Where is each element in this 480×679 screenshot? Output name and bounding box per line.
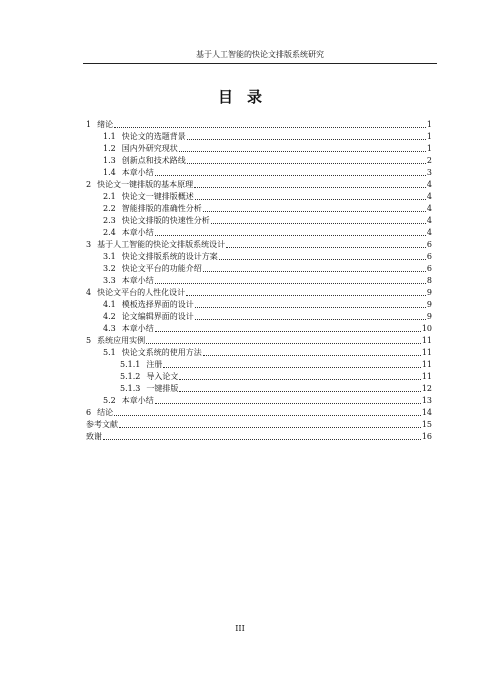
toc-entry[interactable] — [103, 155, 432, 167]
toc-entry-label: 注册 — [146, 360, 163, 369]
toc-entry-number: 3.3 — [103, 276, 116, 285]
toc-entry-label: 快论文平台的功能介绍 — [121, 264, 202, 273]
dot-leader — [211, 223, 426, 224]
toc-entry[interactable] — [86, 179, 432, 191]
toc-entry-label: 基于人工智能的快论文排版系统设计 — [97, 240, 226, 249]
toc-entry-number: 4 — [86, 288, 92, 297]
toc-entry[interactable] — [103, 263, 432, 275]
toc-entry[interactable] — [86, 431, 432, 443]
toc-entry-number: 5.1.1 — [120, 360, 141, 369]
toc-entry-label: 一键排版 — [146, 384, 179, 393]
toc-entry-label: 快论文排版系统的设计方案 — [121, 252, 218, 261]
dot-leader — [203, 355, 421, 356]
toc-entry-label: 国内外研究现状 — [121, 144, 178, 153]
toc-entry-page: 6 — [426, 252, 432, 261]
toc-entry[interactable] — [86, 239, 432, 251]
toc-entry-number: 5.1.2 — [120, 372, 141, 381]
toc-entry-page: 9 — [426, 300, 432, 309]
toc-entry-label: 本章小结 — [121, 324, 154, 333]
dot-leader — [155, 403, 421, 404]
page-title: 目录 — [217, 88, 276, 106]
toc-entry-label: 本章小结 — [121, 228, 154, 237]
dot-leader — [155, 235, 426, 236]
toc-entry[interactable] — [86, 287, 432, 299]
toc-entry-number: 1.3 — [103, 156, 116, 165]
toc-entry-page: 6 — [426, 240, 432, 249]
toc-entry[interactable] — [103, 215, 432, 227]
toc-entry-number: 5 — [86, 336, 92, 345]
toc-entry-label: 系统应用实例 — [97, 336, 146, 345]
dot-leader — [195, 319, 426, 320]
toc-entry[interactable] — [120, 383, 432, 395]
toc-entry-number: 1 — [86, 120, 92, 129]
toc-entry-page: 12 — [421, 384, 432, 393]
dot-leader — [179, 379, 420, 380]
dot-leader — [187, 163, 426, 164]
toc-entry-page: 8 — [426, 276, 432, 285]
dot-leader — [114, 127, 426, 128]
toc-entry-page: 11 — [421, 372, 432, 381]
toc-entry-page: 4 — [426, 180, 432, 189]
toc-entry[interactable] — [86, 335, 432, 347]
toc-entry-page: 4 — [426, 204, 432, 213]
dot-leader — [195, 307, 426, 308]
toc-entry[interactable] — [103, 167, 432, 179]
toc-entry[interactable] — [103, 299, 432, 311]
dot-leader — [226, 247, 426, 248]
running-header: 基于人工智能的快论文排版系统研究 — [196, 50, 324, 59]
dot-leader — [195, 199, 426, 200]
toc-entry-label: 快论文的选题背景 — [121, 132, 186, 141]
toc-entry-page: 2 — [426, 156, 432, 165]
toc-entry-number: 3.1 — [103, 252, 116, 261]
toc-entry[interactable] — [103, 227, 432, 239]
toc-entry-page: 4 — [426, 192, 432, 201]
toc-entry-number: 4.2 — [103, 312, 116, 321]
toc-entry-label: 本章小结 — [121, 396, 154, 405]
dot-leader — [114, 415, 421, 416]
toc-entry-page: 1 — [426, 132, 432, 141]
toc-entry-number: 1.1 — [103, 132, 116, 141]
toc-entry-number: 3 — [86, 240, 92, 249]
toc-entry-label: 快论文排版的快速性分析 — [121, 216, 210, 225]
toc-entry[interactable] — [103, 323, 432, 335]
toc-entry-page: 11 — [421, 360, 432, 369]
dot-leader — [146, 343, 421, 344]
dot-leader — [155, 331, 421, 332]
toc-entry-page: 3 — [426, 168, 432, 177]
toc-entry-label: 结论 — [97, 408, 114, 417]
toc-entry-page: 9 — [426, 312, 432, 321]
toc-entry-page: 6 — [426, 264, 432, 273]
toc-entry[interactable] — [103, 251, 432, 263]
toc-entry[interactable] — [120, 359, 432, 371]
page-number: III — [235, 624, 245, 633]
dot-leader — [155, 175, 426, 176]
toc-entry-page: 11 — [421, 336, 432, 345]
dot-leader — [163, 367, 420, 368]
toc-entry-page: 4 — [426, 228, 432, 237]
toc-entry[interactable] — [103, 275, 432, 287]
dot-leader — [219, 259, 426, 260]
toc-entry[interactable] — [103, 203, 432, 215]
toc-entry-label: 导入论文 — [146, 372, 179, 381]
dot-leader — [186, 295, 426, 296]
toc-entry-label: 模板选择界面的设计 — [121, 300, 194, 309]
toc-entry-label: 论文编辑界面的设计 — [121, 312, 194, 321]
dot-leader — [203, 211, 426, 212]
toc-entry-page: 14 — [421, 408, 432, 417]
toc-entry-number: 6 — [86, 408, 92, 417]
toc-entry-page: 10 — [421, 324, 432, 333]
toc-entry[interactable] — [86, 407, 432, 419]
toc-entry-number: 2.2 — [103, 204, 116, 213]
toc-entry-number: 5.1 — [103, 348, 116, 357]
dot-leader — [187, 139, 426, 140]
toc-entry-number: 2.4 — [103, 228, 116, 237]
toc-entry-number: 4.3 — [103, 324, 116, 333]
toc-entry[interactable] — [86, 419, 432, 431]
toc-entry-number: 2.1 — [103, 192, 116, 201]
toc-entry-number: 2.3 — [103, 216, 116, 225]
toc-entry[interactable] — [103, 191, 432, 203]
toc-entry[interactable] — [103, 395, 432, 407]
dot-leader — [194, 187, 426, 188]
toc-entry-label: 参考文献 — [86, 420, 118, 429]
toc-entry[interactable] — [103, 131, 432, 143]
toc-entry-label: 快论文平台的人性化设计 — [97, 288, 186, 297]
toc-entry[interactable] — [86, 119, 432, 131]
toc-entry-label: 致谢 — [86, 432, 102, 441]
toc-entry-page: 1 — [426, 120, 432, 129]
toc-entry-label: 本章小结 — [121, 276, 154, 285]
toc-entry-page: 9 — [426, 288, 432, 297]
toc-entry-page: 16 — [421, 432, 432, 441]
toc-entry-page: 11 — [421, 348, 432, 357]
toc-entry-page: 15 — [421, 420, 432, 429]
toc-entry-label: 快论文一键排版的基本原理 — [97, 180, 194, 189]
toc-entry-number: 1.4 — [103, 168, 116, 177]
toc-entry-number: 1.2 — [103, 144, 116, 153]
toc-entry-label: 创新点和技术路线 — [121, 156, 186, 165]
toc-entry-page: 4 — [426, 216, 432, 225]
toc-entry-label: 智能排版的准确性分析 — [121, 204, 202, 213]
dot-leader — [179, 391, 420, 392]
toc-entry[interactable] — [103, 143, 432, 155]
toc-entry[interactable] — [120, 371, 432, 383]
dot-leader — [155, 283, 426, 284]
toc-entry-page: 13 — [421, 396, 432, 405]
toc-entry-label: 快论文系统的使用方法 — [121, 348, 202, 357]
toc-entry-label: 本章小结 — [121, 168, 154, 177]
toc-entry[interactable] — [103, 311, 432, 323]
toc-entry-number: 5.1.3 — [120, 384, 141, 393]
toc-entry-number: 5.2 — [103, 396, 116, 405]
dot-leader — [119, 427, 421, 428]
toc-entry-label: 绪论 — [97, 120, 114, 129]
header-rule — [83, 63, 437, 64]
dot-leader — [179, 151, 426, 152]
toc-entry-page: 1 — [426, 144, 432, 153]
toc-entry-label: 快论文一键排版概述 — [121, 192, 194, 201]
toc-entry[interactable] — [103, 347, 432, 359]
dot-leader — [203, 271, 426, 272]
toc-entry-number: 2 — [86, 180, 92, 189]
dot-leader — [103, 439, 421, 440]
toc-entry-number: 4.1 — [103, 300, 116, 309]
toc-entry-number: 3.2 — [103, 264, 116, 273]
